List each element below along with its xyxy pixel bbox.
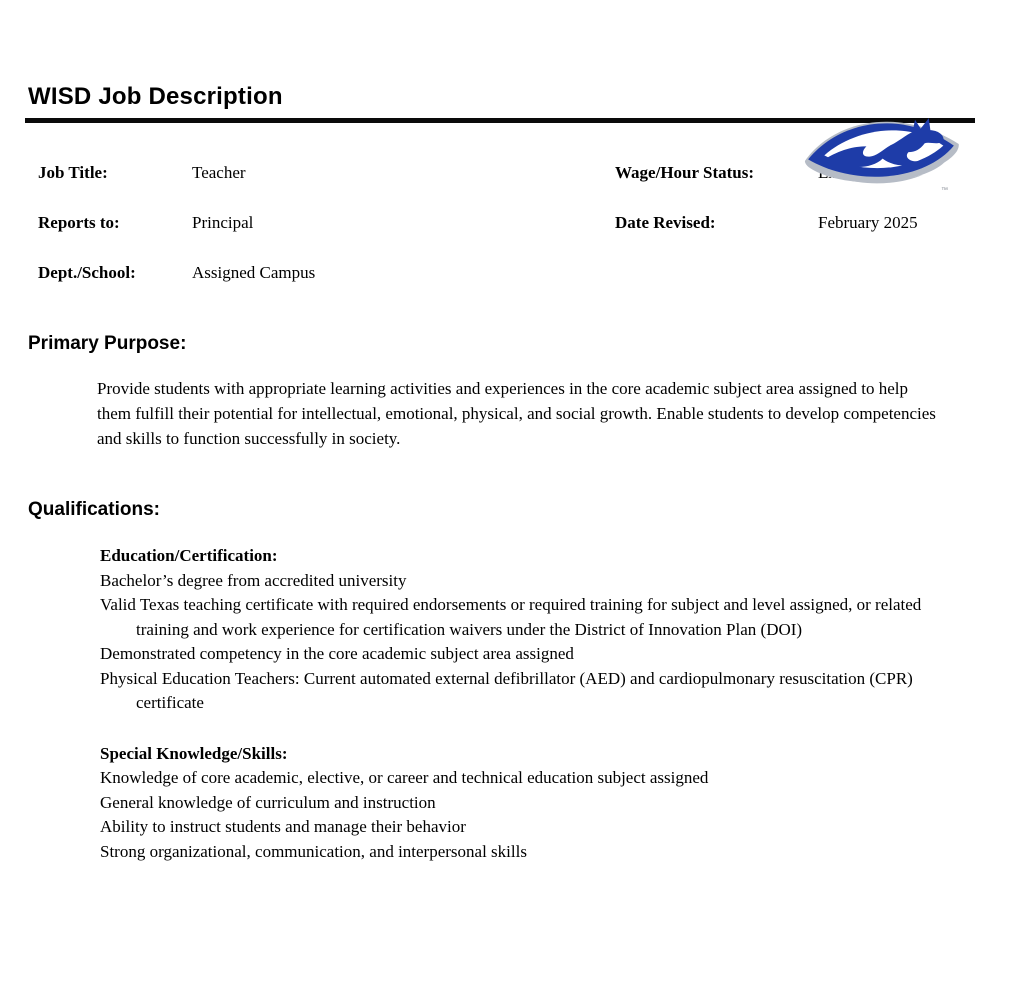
job-title-value: Teacher <box>192 163 246 182</box>
skills-item: Ability to instruct students and manage their behavior <box>100 817 466 836</box>
reports-to-label: Reports to: <box>38 213 120 232</box>
job-title-label: Job Title: <box>38 163 108 182</box>
education-item: Demonstrated competency in the core academic subject area assigned <box>100 644 574 663</box>
primary-purpose-paragraph: Provide students with appropriate learning activities and experiences in the core academic subject area assigned to help them fulfill their potential for intellectual, emotional, physical, and social growth. Enable students to develop competencies and skills to function successfully in society. <box>97 379 936 448</box>
primary-purpose-heading: Primary Purpose: <box>28 333 187 354</box>
education-item: Physical Education Teachers: Current automated external defibrillator (AED) and cardiopulmonary resuscitation (CPR) certificate <box>100 668 913 712</box>
date-revised-value: February 2025 <box>818 213 918 232</box>
skills-item: Strong organizational, communication, and interpersonal skills <box>100 841 527 861</box>
education-item: Valid Texas teaching certificate with required endorsements or required training for subject and level assigned, or related training and work experience for certification waivers under the District of Innovation Plan (DOI) <box>100 595 922 639</box>
wage-hour-status-label: Wage/Hour Status: <box>615 163 755 182</box>
education-certification-subsection <box>100 544 972 716</box>
date-revised-label: Date Revised: <box>615 213 716 232</box>
skills-item: General knowledge of curriculum and instruction <box>100 792 436 812</box>
education-item: Bachelor’s degree from accredited university <box>100 570 407 590</box>
kangaroo-logo-icon <box>800 110 962 195</box>
qualifications-heading: Qualifications: <box>28 499 160 520</box>
page-title: WISD Job Description <box>28 83 283 110</box>
special-knowledge-skills-subsection <box>100 742 972 865</box>
info-cell-empty <box>615 262 818 284</box>
dept-school-label: Dept./School: <box>38 263 136 282</box>
dept-school-value: Assigned Campus <box>192 263 316 282</box>
info-cell-empty <box>818 262 1024 284</box>
special-knowledge-skills-subheading: Special Knowledge/Skills: <box>100 743 288 763</box>
district-logo <box>800 110 962 196</box>
education-certification-subheading: Education/Certification: <box>100 546 278 565</box>
skills-item: Knowledge of core academic, elective, or career and technical education subject assigned <box>100 768 709 787</box>
reports-to-value: Principal <box>192 213 254 232</box>
trademark-symbol: ™ <box>941 187 948 194</box>
job-description-document <box>0 83 1024 983</box>
